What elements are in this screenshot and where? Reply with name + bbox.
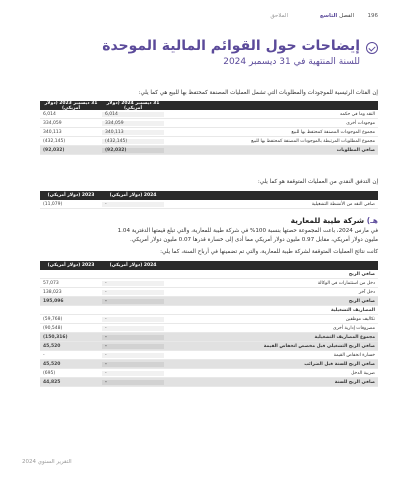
chapter-label	[320, 13, 354, 19]
held-for-sale-table	[40, 101, 378, 155]
header-2023: 2023 (دولار أمريكي)	[47, 263, 95, 268]
value-2024: 6,014	[102, 112, 164, 117]
value-2023: 6,014	[43, 111, 56, 117]
table-row	[40, 128, 378, 137]
row-label: موجودات أخرى	[346, 120, 375, 126]
value-2024: -	[102, 371, 164, 376]
sale-paragraph-1: في مارس 2024، باعت المجموعة حصتها بنسبة 100% في شركة طيبة للمعارية، والتي تبلغ قيمتها الدفترية 1.04	[117, 228, 378, 234]
table-row	[40, 315, 378, 324]
table-row	[40, 110, 378, 119]
row-label: مجموع المطلوبات المرتبطة بالموجودات المصنفة كمحتفظ بها للبيع	[251, 138, 375, 144]
value-2023: 334,059	[43, 120, 62, 126]
row-label: المصاريف التشغيلية	[330, 307, 375, 313]
discontinued-results-table	[40, 261, 378, 387]
value-2024: -	[102, 353, 164, 358]
table-row	[40, 342, 378, 351]
table-header	[40, 261, 378, 270]
checkmark-icon	[366, 42, 378, 54]
row-label: مجموع المصاريف التشغيلية	[314, 334, 375, 340]
table-row	[40, 270, 378, 279]
section-title: شركة طيبة للمعارية	[290, 216, 365, 225]
value-2024: 340,113	[102, 130, 164, 135]
page-title: إيضاحات حول القوائم المالية الموحدة	[102, 38, 360, 54]
header-2023: 2023 (دولار أمريكي)	[47, 193, 95, 198]
table-row	[40, 306, 378, 315]
chapter-prefix: الفصل	[339, 13, 354, 19]
value-2023: (90,548)	[43, 325, 63, 331]
table-row	[40, 146, 378, 155]
row-label: مجموع الموجودات المصنفة كمحتفظ بها للبيع	[291, 129, 375, 135]
section-heading	[291, 216, 378, 225]
value-2024: -	[102, 344, 164, 349]
value-2024: -	[102, 317, 164, 322]
header-2024: 31 ديسمبر 2024 (دولار أمريكي)	[106, 100, 160, 111]
value-2024: 334,059	[102, 121, 164, 126]
table-row	[40, 324, 378, 333]
row-label: النقد وما في حكمه	[339, 111, 375, 117]
sale-paragraph-2: مليون دولار أمريكي، مقابل 0.97 مليون دولار أمريكي مما أدى إلى خسارة قدرها 0.07 مليون دولار أمريكي.	[129, 237, 378, 243]
value-2024: -	[102, 380, 164, 385]
row-label: صافي الربح التشغيلي قبل مخصص انخفاض القيمة	[263, 343, 375, 349]
cash-flow-table	[40, 191, 378, 209]
value-2023: (150,316)	[43, 334, 68, 340]
row-label: ضريبة الدخل	[351, 370, 375, 376]
row-label: صافي الربح للسنة	[334, 379, 375, 385]
value-2023: 45,520	[43, 361, 61, 367]
value-2024: -	[102, 299, 164, 304]
value-2023: (92,032)	[43, 147, 65, 153]
top-navigation	[0, 13, 400, 23]
row-label: صافي المطلوبات	[336, 147, 375, 153]
row-label: دخل آخر	[358, 289, 375, 295]
chapter-name: التاسع	[319, 13, 338, 19]
value-2024: -	[102, 362, 164, 367]
table-row	[40, 119, 378, 128]
header-2023: 31 ديسمبر 2023 (دولار أمريكي)	[44, 100, 98, 111]
intro-paragraph-2: إن التدفق النقدي من العمليات المتوقفة هو كما يلي:	[257, 179, 378, 185]
intro-paragraph-1: إن الفئات الرئيسية للموجودات والمطلوبات التي تشمل العمليات المصنفة كمحتفظ بها للبيع هي كما يلي:	[138, 90, 378, 96]
footer-report-title: التقرير السنوي 2024	[22, 459, 72, 465]
header-2024: 2024 (دولار أمريكي)	[109, 193, 157, 198]
row-label: خسارة انخفاض القيمة	[333, 352, 375, 358]
table-row	[40, 297, 378, 306]
table-row	[40, 288, 378, 297]
value-2024: -	[102, 335, 164, 340]
value-2024: -	[102, 326, 164, 331]
row-label: صافي النقد من الأنشطة التشغيلية	[311, 201, 375, 207]
value-2024: -	[102, 281, 164, 286]
table-row	[40, 351, 378, 360]
page-subtitle: للسنة المنتهية في 31 ديسمبر 2024	[223, 57, 360, 67]
table-row	[40, 279, 378, 288]
value-2023: (11,079)	[43, 201, 63, 207]
value-2023: 44,825	[43, 379, 61, 385]
table-row	[40, 378, 378, 387]
value-2023: -	[43, 352, 45, 358]
value-2023: 138,023	[43, 289, 62, 295]
row-label: صافي الربح	[348, 298, 375, 304]
value-2023: (432,145)	[43, 138, 66, 144]
table-row	[40, 200, 378, 209]
value-2024: -	[102, 290, 164, 295]
row-label: دخل من استثمارات في الوكالة	[317, 280, 375, 286]
section-letter: هـ)	[366, 216, 378, 225]
row-label: مصروفات إدارية أخرى	[333, 325, 375, 331]
table-header	[40, 101, 378, 110]
table-row	[40, 333, 378, 342]
table-row	[40, 137, 378, 146]
section-label: الملاحق	[270, 13, 288, 19]
value-2024: -	[102, 202, 164, 207]
row-label: صافي الربح	[348, 271, 375, 277]
value-2023: 340,113	[43, 129, 62, 135]
page-number: 196	[367, 13, 378, 19]
value-2024: (92,032)	[102, 148, 164, 153]
row-label: صافي الربح للسنة قبل الضرائب	[304, 361, 375, 367]
value-2023: 195,096	[43, 298, 64, 304]
results-paragraph: كانت نتائج العمليات المتوقفة لشركة طيبة للمعارية، والتي تم تضمينها في أرباح السنة، كما يلي:	[160, 249, 378, 255]
value-2023: 57,073	[43, 280, 59, 286]
row-label: تكاليف موظفين	[345, 316, 375, 322]
header-2024: 2024 (دولار أمريكي)	[109, 263, 157, 268]
table-row	[40, 360, 378, 369]
value-2023: (59,768)	[43, 316, 63, 322]
value-2023: 45,520	[43, 343, 61, 349]
value-2024: (432,145)	[102, 139, 164, 144]
table-header	[40, 191, 378, 200]
value-2023: (695)	[43, 370, 56, 376]
table-row	[40, 369, 378, 378]
